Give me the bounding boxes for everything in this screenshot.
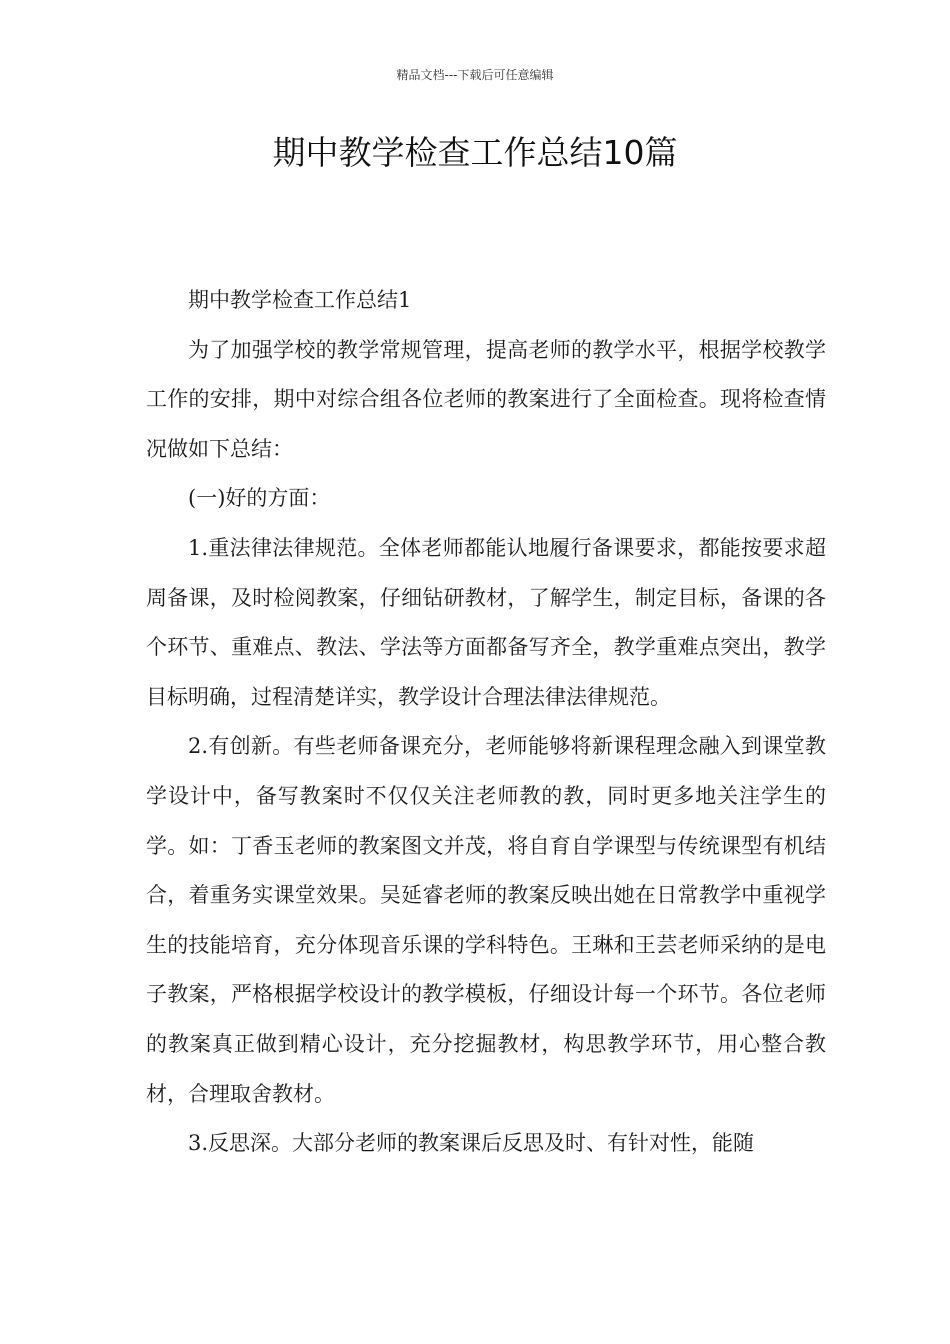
paragraph-intro: 为了加强学校的教学常规管理，提高老师的教学水平，根据学校教学工作的安排，期中对综合组各位老师的教案进行了全面检查。现将检查情况做如下总结： [146, 337, 826, 461]
paragraph-point-1: 1.重法律法律规范。全体老师都能认地履行备课要求，都能按要求超周备课，及时检阅教案，仔细钻研教材，了解学生，制定目标，备课的各个环节、重难点、教法、学法等方面都备写齐全，教学重难点突出，教学目标明确，过程清楚详实，教学设计合理法律法律规范。 [146, 535, 826, 709]
document-body [146, 276, 826, 1169]
subsection-heading: (一)好的方面： [188, 486, 331, 511]
paragraph-point-2: 2.有创新。有些老师备课充分，老师能够将新课程理念融入到课堂教学设计中，备写教案时不仅仅关注老师教的教，同时更多地关注学生的学。如：丁香玉老师的教案图文并茂，将自育自学课型与传统课型有机结合，着重务实课堂效果。吴延睿老师的教案反映出她在日常教学中重视学生的技能培育，充分体现音乐课的学科特色。王琳和王芸老师采纳的是电子教案，严格根据学校设计的教学模板，仔细设计每一个环节。各位老师的教案真正做到精心设计，充分挖掘教材，构思教学环节，用心整合教材，合理取舍教材。 [146, 734, 826, 1106]
document-title: 期中教学检查工作总结10篇 [272, 133, 678, 172]
paragraph-point-3: 3.反思深。大部分老师的教案课后反思及时、有针对性，能随 [188, 1131, 755, 1156]
section-heading: 期中教学检查工作总结1 [188, 288, 412, 312]
header-note: 精品文档---下载后可任意编辑 [396, 68, 554, 82]
